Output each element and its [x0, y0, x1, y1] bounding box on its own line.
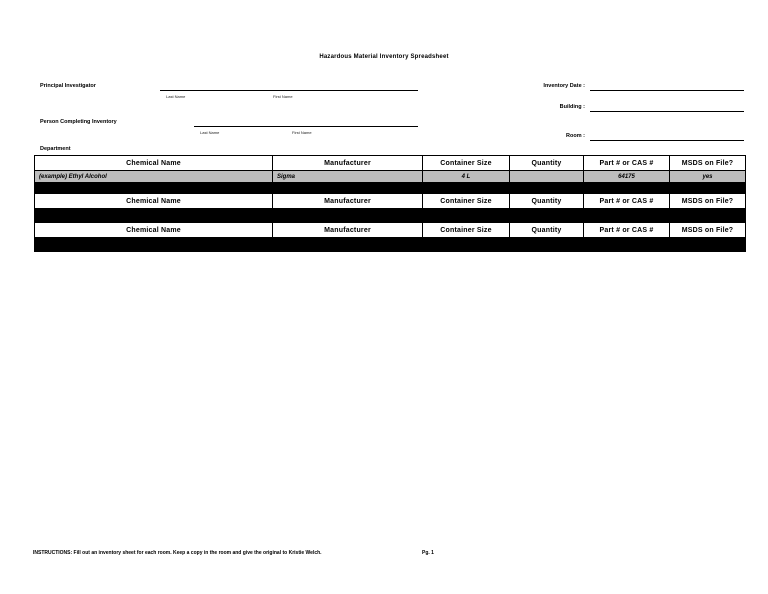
example-chemical-name: (example) Ethyl Alcohol [35, 171, 273, 183]
col-header-chemical-name: Chemical Name [35, 223, 273, 238]
col-header-container-size: Container Size [423, 156, 510, 171]
col-header-manufacturer: Manufacturer [273, 156, 423, 171]
building-field[interactable] [590, 111, 744, 112]
example-part-cas: 64175 [584, 171, 670, 183]
col-header-quantity: Quantity [510, 194, 584, 209]
col-header-msds: MSDS on File? [670, 223, 746, 238]
col-header-msds: MSDS on File? [670, 156, 746, 171]
col-header-quantity: Quantity [510, 223, 584, 238]
pc-last-name-label: Last Name [200, 130, 220, 135]
inventory-table [34, 155, 746, 252]
room-label: Room : [566, 133, 585, 139]
principal-investigator-label: Principal Investigator [40, 83, 96, 89]
room-field[interactable] [590, 140, 744, 141]
separator-row [35, 209, 746, 223]
person-completing-field[interactable] [194, 126, 418, 127]
col-header-part-cas: Part # or CAS # [584, 223, 670, 238]
separator-row [35, 183, 746, 194]
col-header-manufacturer: Manufacturer [273, 194, 423, 209]
example-quantity [510, 171, 584, 183]
table-header-row [35, 223, 746, 238]
page-number: Pg. 1 [422, 550, 434, 556]
inventory-date-label: Inventory Date : [543, 83, 585, 89]
example-msds: yes [670, 171, 746, 183]
person-completing-label: Person Completing Inventory [40, 119, 117, 125]
page-title: Hazardous Material Inventory Spreadsheet [319, 54, 449, 60]
example-row [35, 171, 746, 183]
col-header-part-cas: Part # or CAS # [584, 194, 670, 209]
col-header-quantity: Quantity [510, 156, 584, 171]
col-header-part-cas: Part # or CAS # [584, 156, 670, 171]
department-label: Department [40, 146, 71, 152]
pc-first-name-label: First Name [292, 130, 312, 135]
example-manufacturer: Sigma [273, 171, 423, 183]
example-container-size: 4 L [423, 171, 510, 183]
col-header-chemical-name: Chemical Name [35, 156, 273, 171]
col-header-container-size: Container Size [423, 223, 510, 238]
table-header-row [35, 156, 746, 171]
principal-investigator-field[interactable] [160, 90, 418, 91]
col-header-chemical-name: Chemical Name [35, 194, 273, 209]
pi-last-name-label: Last Name [166, 94, 186, 99]
separator-row [35, 238, 746, 252]
building-label: Building : [559, 104, 585, 110]
col-header-msds: MSDS on File? [670, 194, 746, 209]
col-header-manufacturer: Manufacturer [273, 223, 423, 238]
table-header-row [35, 194, 746, 209]
inventory-date-field[interactable] [590, 90, 744, 91]
instructions-text: INSTRUCTIONS: Fill out an inventory sheet for each room. Keep a copy in the room and give the original to Kristie Welch. [33, 550, 322, 556]
col-header-container-size: Container Size [423, 194, 510, 209]
pi-first-name-label: First Name [273, 94, 293, 99]
